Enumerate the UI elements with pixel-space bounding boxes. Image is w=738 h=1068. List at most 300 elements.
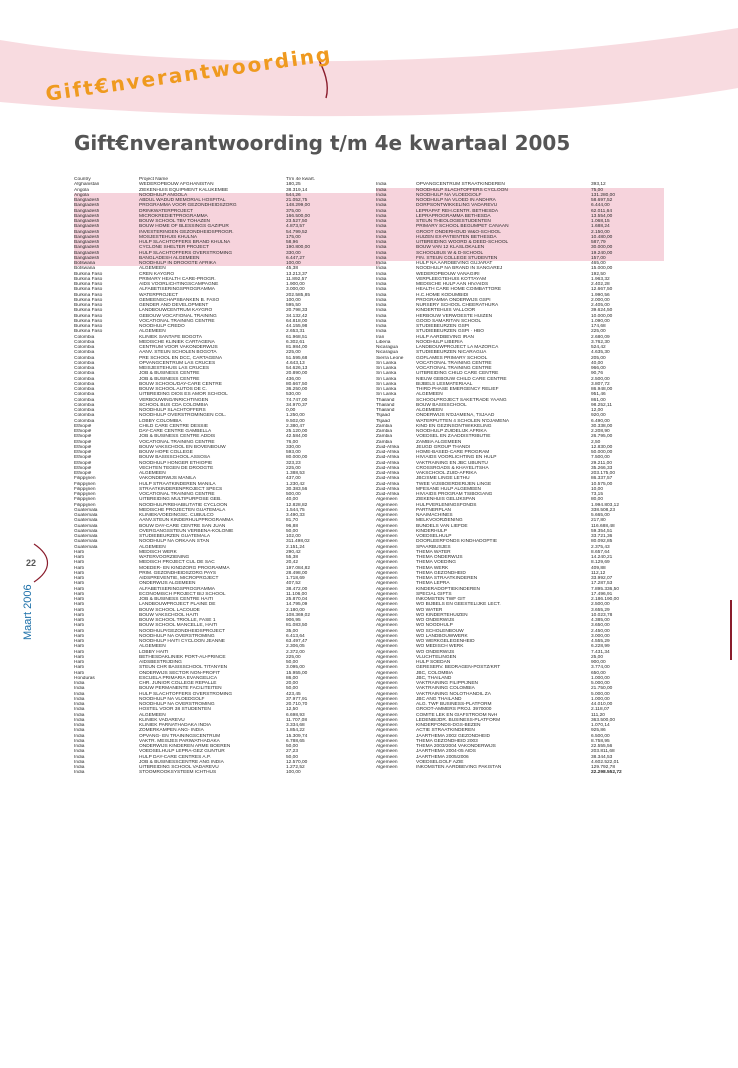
cell-amount: 192,50 [591,271,606,277]
cell-project: WATERPUTTEN 4 SCHOLEN N'DJAMENA [416,418,510,424]
cell-project: MEDISCHE KLINIEK CARTAGENA [139,339,215,345]
cell-project: VAKSCHOOL ZUID-AFRIKA [416,471,477,476]
cell-amount: 8.758,95 [591,738,610,744]
cell-amount: 42.584,00 [286,434,308,440]
cell-amount: 100,00 [286,261,380,266]
cell-amount: 180,25 [286,182,301,188]
cell-amount: 4.643,13 [286,360,305,366]
cell-amount: 166.500,00 [286,214,380,219]
cell-amount: 54.799,52 [286,230,380,235]
cell-country: India [376,235,416,240]
cell-project: JAARTHEMA 2004-05 AIDS [416,749,476,755]
cell-amount: 58.697,52 [591,198,664,203]
cell-amount: 39.624,50 [591,308,613,314]
cell-project: INVESTERINGEN GEZONDHEIDSPROGR. [139,230,286,235]
cell-amount: 1.388,53 [286,471,305,476]
cell-amount: 2.150,00 [591,230,664,235]
cell-country: India [376,318,387,324]
cell-project: BOUW SCHOOL TRIOLLE, FASE 1 [139,618,216,623]
cell-country: India [376,182,387,188]
cell-country: Algemeen [376,570,398,576]
cell-project: HEALTH CARE HOME COIMBATTORE [416,287,502,293]
cell-country: India [376,261,387,266]
cell-country: Colombia [74,371,95,377]
cell-project: VOCATIONAL TRAINING CENTRE [416,366,492,371]
cell-amount: 2.000,00 [591,297,610,303]
cell-amount: 157,00 [591,256,664,261]
cell-country: Algemeen [376,513,398,518]
cell-country: Algemeen [376,534,398,539]
cell-amount: 45,38 [286,266,299,272]
cell-amount: 3.490,33 [286,513,305,518]
cell-amount: 2.450,00 [591,628,610,634]
cell-country: Colombia [74,402,95,408]
cell-project: NOODHULP/REHABILITATIE CYCLOON [139,502,228,508]
cell-country: Haïti [74,649,84,655]
donations-left-body [74,177,380,776]
cell-country: Filippijnen [74,497,96,503]
cell-country: India [74,770,85,776]
cell-amount: 409,88 [591,565,606,571]
cell-amount: 38.319,14 [286,187,308,193]
cell-amount: 0,00 [286,408,296,413]
cell-project: OPVANG- EN TRAININGSCENTRUM [139,733,221,739]
cell-country: India [376,287,387,293]
cell-project: JBC, THAILAND [416,675,452,681]
cell-project: ONDERWIJS SECTOR NON-PROFIT [139,670,221,676]
cell-country: Burkina Faso [74,308,103,314]
cell-project: ALGEMEEN [416,408,443,413]
cell-amount: 12,50 [286,707,299,713]
cell-amount: 34.970,37 [286,402,308,408]
cell-project: PROGRAMMA VOOR GEZONDHEIDSZORG [139,203,286,208]
cell-project: VOCATIONAL TRAINING CENTRE [139,492,215,497]
cell-amount: 4.873,57 [286,224,380,229]
cell-amount: 2.402,28 [591,282,610,287]
cell-project: BOUW VAKSCHOOL EN BOVENBOUW [139,444,226,450]
cell-country: India [74,728,85,734]
cell-country: India [74,744,85,749]
cell-project: MEISJESTEHUIS LAS CRUCES [139,366,210,371]
cell-project: TWEE VIJSBOERDERIJEN LINGE [416,481,492,487]
cell-project: BOUW PERMANENTE FACILITEITEN [139,686,222,692]
cell-project: JBC, COLOMBIA [416,670,454,676]
cell-project: NOODHULP ZUIDELIJK AFRIKA [416,429,487,434]
cell-country: Algemeen [376,686,398,692]
cell-country: Colombia [74,350,95,356]
cell-country: Algemeen [376,712,398,718]
cell-country: Zuid-Afrika [376,486,400,492]
cell-project: AIDSPREVENTIE, MICROPROJECT [139,576,219,581]
cell-amount: 148.299,00 [286,203,380,208]
cell-country: Haïti [74,628,84,634]
cell-country: Algemeen [376,586,398,592]
cell-amount: 86.337,57 [591,476,613,482]
cell-amount: 4.385,00 [591,618,610,623]
cell-project: PROGRAMMA ONDERWIJS GSPI [416,297,491,303]
cell-amount: 7.895.336,50 [591,586,620,592]
cell-amount: 12.570,00 [286,759,308,765]
cell-amount: 197.084,82 [286,565,311,571]
cell-country: Colombia [74,387,95,392]
cell-amount: 96,88 [286,523,299,529]
cell-country: Bangladesh [74,198,139,203]
cell-country: India [74,738,85,744]
cell-country: Bangladesh [74,240,139,245]
cell-project: HULP SOEDAN [416,660,451,665]
right-edge-marker [730,600,732,660]
cell-amount: 129.792,78 [591,765,616,770]
cell-country: India [74,765,85,770]
cell-country: Algemeen [376,691,398,697]
cell-country: Colombia [74,397,95,403]
cell-amount: 30.383,56 [286,486,308,492]
cell-amount: 3.334,68 [286,723,305,728]
cell-country: Algemeen [376,560,398,566]
cell-country: India [74,691,85,697]
cell-country: Thailand [376,397,395,403]
cell-country: Algemeen [376,507,398,513]
cell-project: ALGEMEEN [139,544,166,550]
cell-country: India [376,256,416,261]
cell-country: Guatemala [74,507,98,513]
cell-project: WO MEDISCH WERK [416,644,464,650]
cell-project: KINDERFONDS-DGS-BEZEN [416,723,481,728]
cell-amount: 38.472,00 [286,586,308,592]
cell-country: Haïti [74,565,84,571]
cell-country: Algemeen [376,618,398,623]
cell-project: HULP SLACHTOFFERS OVERSTROMING [139,251,286,256]
cell-amount: 3.774,00 [591,665,610,671]
cell-project: NURSERY SCHOOL CHEERATHURA [416,303,499,308]
cell-country: India [376,219,416,224]
cell-amount: 86,00 [286,675,299,681]
cell-amount: 25.870,04 [286,597,308,602]
cell-country: Zambia [376,434,392,440]
cell-project: JOB & BUSINESSCENTRE ANG INDIA [139,759,224,765]
cell-country: Zuid-Afrika [376,481,400,487]
cell-country [376,770,416,775]
cell-amount: 80,00 [591,497,604,503]
cell-amount: 225,00 [286,465,301,471]
cell-project: STUDIEBEURZEN NICARAGUA [416,350,487,356]
cell-project: ONDERWIJS N'DJAMENA, TSJAAD [416,413,495,419]
cell-amount: 925,86 [591,728,606,734]
cell-project: MFESANE HULP ALGEMEEN [416,486,481,492]
cell-country: India [74,754,85,760]
cell-amount: 205,00 [591,355,606,361]
cell-project: GERESERV. BEDRAGEN-POSTZ/KRT [416,665,501,671]
cell-country: Algemeen [376,765,398,770]
cell-project: LEDENBIJDR. BUSINESS-PLATFORM [416,717,501,723]
cell-amount: 1.854,22 [286,728,305,734]
cell-project: FIN. STEUN COLLEGE STUDENTEN [416,256,591,261]
cell-project: KINDERHULP [416,528,447,534]
cell-amount: 44.155,98 [286,324,308,329]
cell-project: VOCATIONAL TRAINING CENTRE [139,318,215,324]
cell-country: Bangladesh [74,235,139,240]
cell-amount: 1.090,00 [591,318,610,324]
cell-country: India [376,251,416,256]
cell-project: ALGEMEEN [139,266,166,272]
cell-project: JAARTHEMA 2002 GEZONDHEID [416,733,491,739]
cell-project: VLUCHTELINGEN [416,654,457,660]
cell-project: ZAMBIA ALGEMEEN [416,439,462,445]
cell-amount: 81,70 [286,518,299,524]
cell-project: ALGEMEEN [139,329,166,335]
cell-country: Algemeen [376,602,398,608]
cell-amount: 4.555,29 [591,639,610,644]
cell-project: JBC/SME LINGE LETHU [416,476,470,482]
cell-country: Burkina Faso [74,313,103,319]
cell-amount: 25,00 [591,654,604,660]
cell-country: India [74,707,85,713]
cell-country: India [376,282,387,287]
cell-country: Haïti [74,623,84,629]
cell-amount: 437,00 [286,476,301,482]
cell-country: Zambia [376,423,392,429]
cell-amount: 3.650,00 [591,623,610,629]
cell-amount: 225,00 [286,350,301,356]
cell-country: India [74,749,85,755]
cell-project: HIV/AIDS VOORLICHTING EN HULP [416,455,497,461]
cell-country: Algemeen [376,696,398,702]
cell-project: BOUW SCHOOL AUTOS DE C. [139,387,207,392]
cell-project: WO ONDERWIJS [416,649,455,655]
cell-amount: 9.502,00 [286,418,305,424]
cell-country: Iran [376,334,385,340]
cell-country: Bangladesh [74,230,139,235]
cell-amount: 55,38 [286,555,299,560]
cell-project: THEMA STRAATKINDEREN [416,576,478,581]
cell-country: India [376,292,387,298]
cell-amount: 12.830,00 [591,444,613,450]
cell-country: Angola [74,193,139,198]
cell-project: PRIMARY HEALTH CARE-PROGR. [139,276,216,282]
cell-project: THEMA LEPRA [416,581,450,587]
cell-amount: 8.129,69 [591,560,610,566]
cell-project: PARTNERPLAN [416,507,452,513]
cell-country: Algemeen [376,497,398,503]
donations-table-right [376,177,664,776]
cell-country: Colombia [74,360,95,366]
cell-country: Zuid-Afrika [376,444,400,450]
cell-amount: 10.480,00 [591,235,664,240]
cell-amount: 203.175,00 [591,471,616,476]
cell-country: India [376,193,416,198]
cell-amount: 1.963,32 [591,276,610,282]
cell-project: WO ONDERWIJS [416,618,455,623]
cell-project: HIV/AIDS PROGRAM TSIBOGANG [416,492,493,497]
cell-country: Guatemala [74,539,98,545]
cell-amount: 544,26 [286,193,380,198]
cell-project: STEUN CHR BASISSCHOOL TITANYEN [139,665,228,671]
cell-country: India [74,712,85,718]
cell-country: India [376,214,416,219]
cell-project: WATERVOORZIENING [139,555,190,560]
cell-project: WO BIJBELS EN GEESTELIJKE LECT. [416,602,501,608]
cell-amount: 20,00 [286,681,299,686]
cell-project: ONDERWIJS KINDEREN ARME BOEREN [139,744,231,749]
cell-project: MELKVOORZIENING [416,518,463,524]
cell-country: Guatemala [74,513,98,518]
cell-amount: 35.266,33 [591,465,613,471]
cell-amount: 74.747,00 [286,397,308,403]
cell-project: BANGLADESH ALGEMEEN [139,256,286,261]
cell-country: Algemeen [376,744,398,749]
cell-project: HULP AARDBEVING IRAN [416,334,475,340]
cell-country: Zuid-Afrika [376,455,400,461]
cell-country: Colombia [74,408,95,413]
page-title: Gift€nverantwoording t/m 4e kwartaal 2005 [74,131,571,155]
cell-amount: 2.372,00 [286,649,305,655]
cell-country: Zambia [376,439,392,445]
cell-country: Guatemala [74,523,98,529]
cell-project: LEPRAPAT REH.CENTR. BETHESDA [416,209,591,214]
cell-country: Algemeen [376,628,398,634]
cell-project: VOCATIONAL TRAINING CENTRE [416,360,492,366]
cell-amount: 1.718,69 [286,576,305,581]
cell-amount: 330,00 [286,444,301,450]
cell-amount: 11.707,08 [286,717,307,723]
cell-project: STRAATKINDERENPROJECT SPECS [139,486,223,492]
cell-project: ABDUL WADUD MEMORIAL HOSPITAL [139,198,286,203]
cell-project: MEDISCHE PROJECTEN GUATEMALA [139,507,226,513]
cell-amount: 40,00 [591,360,604,366]
cell-country: Guatemala [74,518,98,524]
cell-project: BOUW BASISSCHOOL [416,402,467,408]
cell-project: NOODHULP SLACHTOFFERS [139,408,206,413]
cell-project: KINDERADOPTIEKINDEREN [416,586,480,592]
cell-project: VOEDSELGOLF AZIE [416,759,464,765]
cell-country: Burkina Faso [74,292,103,298]
cell-project: UITBREIDING SCHOOL VADAREVU [139,765,219,770]
cell-amount: 15.000,00 [591,266,613,272]
cell-project: SCHOOLPROJECT SAKETRADE YAANG [416,397,507,403]
cell-amount: 116.688,48 [591,523,615,529]
cell-country: Thailand [376,408,395,413]
cell-amount: 59.354,51 [591,528,613,534]
cell-country: Zambia [376,429,392,434]
cell-project: NAAIMACHINES [416,513,453,518]
cell-country: India [376,313,387,319]
cell-amount: 1.070,14 [591,723,610,728]
cell-project: ACTIE STRAATKINDEREN [416,728,475,734]
cell-amount: 73,15 [591,492,604,497]
cell-project: BIJBELS LESMATERIAAL [416,381,473,387]
cell-country: India [74,723,85,728]
cell-amount: 1.230,42 [286,481,305,487]
cell-country: India [74,759,85,765]
cell-project: MICROKREDIETPROGRAMMA [139,214,286,219]
cell-country: India [376,203,416,208]
cell-amount: 63.497,47 [286,639,308,644]
cell-project: BOUW HOME OF BLESSINGS GAZIPUR [139,224,286,229]
cell-project: VOEDSEL EN ZAADDISTRIBUTIE [416,434,491,440]
cell-country: Thailand [376,402,395,408]
cell-project: ZIEKENHUIS GELIJKSPAN [416,497,476,503]
cell-project: NOODHULP NA VLOEDGOLF [416,193,591,198]
cell-amount: 951,46 [591,392,606,398]
cell-amount: 311.498,02 [286,539,310,545]
cell-project: SCHOOL BUS CDA COLOMBIA [139,402,209,408]
cell-amount: 1.068,15 [591,219,664,224]
cell-country: Algemeen [376,544,398,550]
cell-country: Haïti [74,549,84,555]
cell-project: PRIM. GEZONDHEIDSZORG PAYS [139,570,217,576]
cell-amount: 38.344,53 [591,754,613,760]
cell-project: JAARTHEMA 2005/2006 [416,754,469,760]
cell-amount: 44.010,00 [591,702,613,707]
cell-project: BETHESDAKLINIEK PORT-AU-PRINCE [139,654,226,660]
cell-project: BOUW HOPE COLLEGE [139,450,193,455]
cell-project: STUDIEBEURZEN GSPI · HBO [416,329,484,335]
cell-country: Haïti [74,602,84,608]
cell-project: WO KINDERTEHUIZEN [416,612,468,618]
cell-amount: 19.240,00 [591,251,664,256]
cell-project: NOODHULP NA VLOEDGOLF [139,696,205,702]
cell-country: India [376,297,387,303]
cell-project: KLINIEK/VOEDINGSC. CUBULCO [139,513,214,518]
cell-project: ECONOMISCH PROJECT BIJ SCHOOL [139,591,226,597]
cell-project: NOODHULP OVERSTROMINGEN COL. [139,413,227,419]
cell-country: Burkina Faso [74,324,103,329]
cell-country: Botswana [74,261,139,266]
cell-amount: 2.306,05 [286,644,305,650]
cell-project: ESCUELA PRIMARIA EVANGELICA [139,675,218,681]
cell-country: Burkina Faso [74,318,103,324]
cell-project: ALG. TWF BUSINESS-PLATFORM [416,702,492,707]
cell-amount: 25.120,00 [286,429,308,434]
cell-country: Colombia [74,413,95,419]
cell-country: Burkina Faso [74,297,103,303]
cell-amount: 131.280,00 [591,193,664,198]
cell-amount: 5.000,00 [591,691,610,697]
page-number: 22 [26,558,37,568]
cell-amount: 8.657,64 [591,549,610,555]
cell-amount: 6.698,93 [286,712,305,718]
cell-project: VERPLEEGTEHUIS KOTTAYAM [416,276,487,282]
cell-project: VAKTRAINING EN JBC UBUNTU [416,460,488,466]
donations-table-left [74,177,380,776]
cell-amount: 13.554,00 [591,214,664,219]
cell-amount: 436,00 [286,376,301,382]
cell-amount: 290,42 [286,549,301,555]
cell-amount: 6.413,64 [286,633,305,639]
cell-project: MOEDER- EN KINDZORG PROGRAMMA [139,565,230,571]
cell-country: India [74,696,85,702]
cell-country: Algemeen [376,702,398,707]
cell-country: Algemeen [376,728,398,734]
cell-country: Algemeen [376,738,398,744]
cell-amount: 11.892,57 [286,276,307,282]
cell-country: Algemeen [376,707,398,713]
cell-amount: 861,00 [591,397,606,403]
cell-country: Ethiopië [74,455,92,461]
cell-project: H.C.HOME KODUMBIDI [416,292,469,298]
cell-amount: 26.795,00 [591,434,613,440]
header-country: Country [74,177,91,182]
cell-amount: 30.338,00 [591,423,613,429]
cell-amount: 2.118,07 [591,707,610,713]
cell-country: Ethiopië [74,423,92,429]
cell-project: BOUW SCHOOL MANCELLE, HAITI [139,623,218,629]
cell-project: GENDER AND DEVELOPMENT [139,303,209,308]
cell-amount: 108.369,02 [286,612,311,618]
cell-project: CROSSROADS & KHAYELITSHA [416,465,489,471]
cell-amount: 98.252,11 [591,402,612,408]
cell-project: VOEDSELHULP LEPRA-GEZ GUNTUR [139,749,225,755]
